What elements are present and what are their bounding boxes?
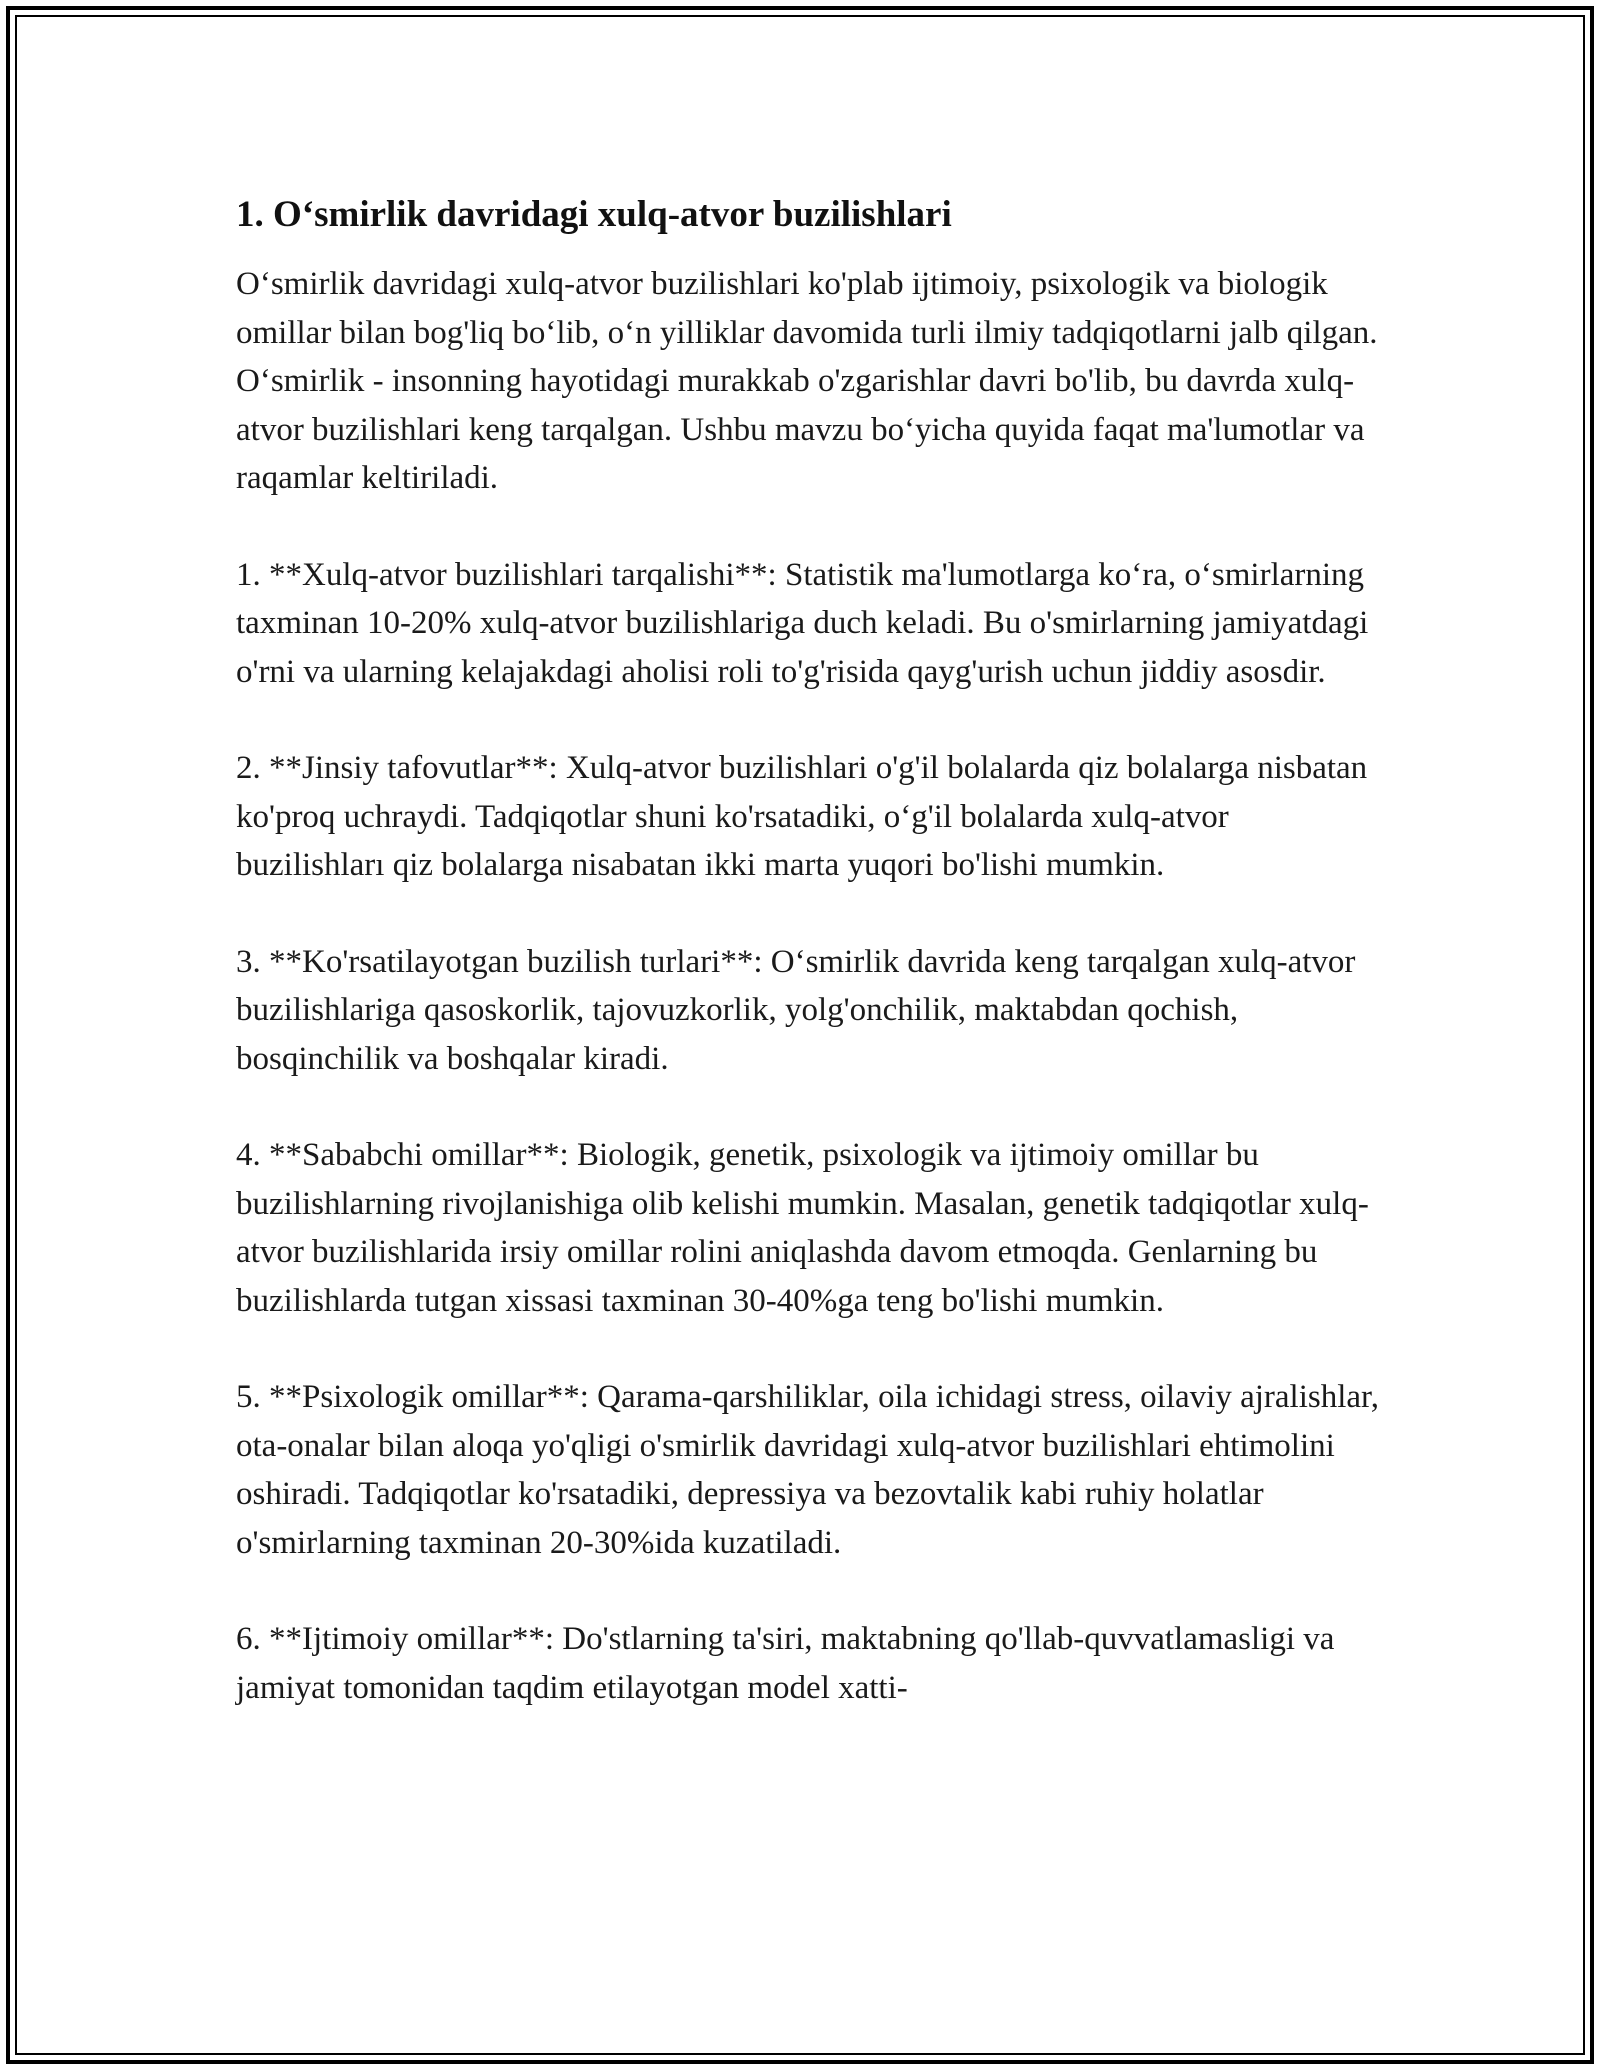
list-item-gender-differences: 2. **Jinsiy tafovutlar**: Xulq-atvor buzilishlari o'g'il bolalarda qiz bolalarga nisbatan ko'proq uchraydi. Tadqiqotlar shuni ko'rsatadiki, o‘g'il bolalarda xulq-atvor buzilishları qiz bolalarga nisabatan ikki marta yuqori bo'lishi mumkin. — [236, 750, 1368, 883]
list-item-prevalence: 1. **Xulq-atvor buzilishlari tarqalishi**: Statistik ma'lumotlarga ko‘ra, o‘smirlarning taxminan 10-20% xulq-atvor buzilishlariga duch keladi. Bu o'smirlarning jamiyatdagi o'rni va ularning kelajakdagi aholisi roli to'g'risida qayg'urish uchun jiddiy asosdir. — [236, 556, 1369, 690]
section-title: 1. O‘smirlik davridagi xulq-atvor buzilishlari — [236, 194, 952, 235]
document-body — [236, 190, 1381, 1712]
intro-paragraph: O‘smirlik davridagi xulq-atvor buzilishlari ko'plab ijtimoiy, psixologik va biologik omillar bilan bog'liq bo‘lib, o‘n yilliklar davomida turli ilmiy tadqiqotlarni jalb qilgan. O‘smirlik - insonning hayotidagi murakkab o'zgarishlar davri bo'lib, bu davrda xulq-atvor buzilishlari keng tarqalgan. Ushbu mavzu bo‘yicha quyida faqat ma'lumotlar va raqamlar keltiriladi. — [236, 266, 1378, 496]
list-item-psychological-factors: 5. **Psixologik omillar**: Qarama-qarshiliklar, oila ichidagi stress, oilaviy ajralishlar, ota-onalar bilan aloqa yo'qligi o'smirlik davridagi xulq-atvor buzilishlari ehtimolini oshiradi. Tadqiqotlar ko'rsatadiki, depressiya va bezovtalik kabi ruhiy holatlar o'smirlarning taxminan 20-30%ida kuzatiladi. — [236, 1379, 1379, 1561]
list-item-causal-factors: 4. **Sababchi omillar**: Biologik, genetik, psixologik va ijtimoiy omillar bu buzilishlarning rivojlanishiga olib kelishi mumkin. Masalan, genetik tadqiqotlar xulq-atvor buzilishlarida irsiy omillar rolini aniqlashda davom etmoqda. Genlarning bu buzilishlarda tutgan xissasi taxminan 30-40%ga teng bo'lishi mumkin. — [236, 1137, 1369, 1319]
list-item-disorder-types: 3. **Ko'rsatilayotgan buzilish turlari**: O‘smirlik davrida keng tarqalgan xulq-atvor buzilishlariga qasoskorlik, tajovuzkorlik, yolg'onchilik, maktabdan qochish, bosqinchilik va boshqalar kiradi. — [236, 943, 1356, 1077]
list-item-social-factors: 6. **Ijtimoiy omillar**: Do'stlarning ta'siri, maktabning qo'llab-quvvatlamasligi va jamiyat tomonidan taqdim etilayotgan model xatti- — [236, 1621, 1335, 1706]
